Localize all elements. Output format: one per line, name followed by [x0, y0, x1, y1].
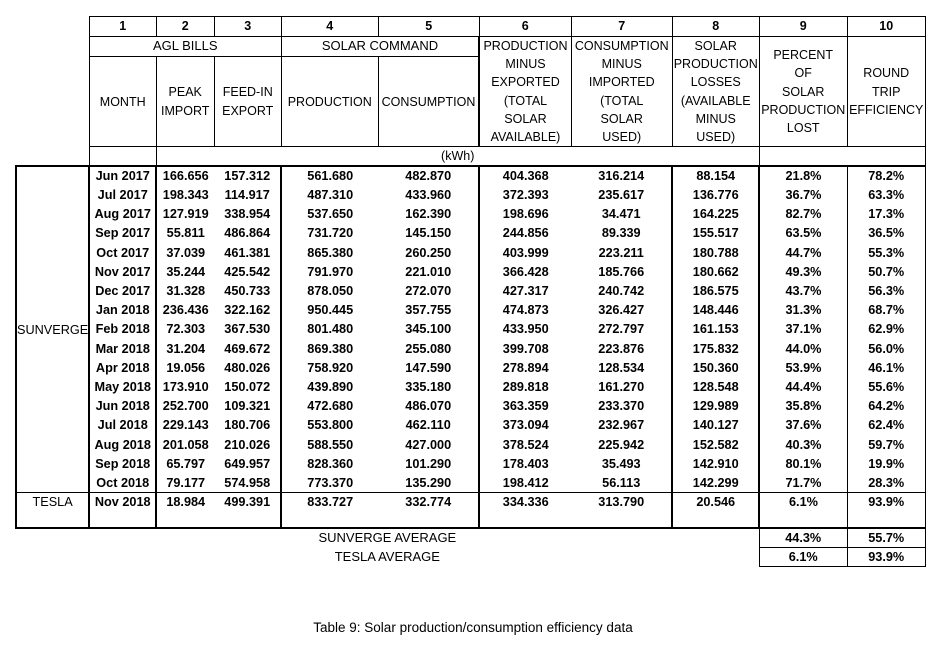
- data-cell-feed_in_export: 499.391: [214, 493, 281, 512]
- data-cell-feed_in_export: 574.958: [214, 473, 281, 492]
- data-cell-consumption: 427.000: [378, 435, 479, 454]
- header-line: SOLAR: [600, 111, 643, 126]
- solar-efficiency-table: [15, 16, 926, 567]
- column-number-1: 1: [89, 17, 156, 37]
- data-cell-production: 731.720: [281, 224, 378, 243]
- data-cell-solar_losses: 142.299: [672, 473, 759, 492]
- data-cell-round_trip: 36.5%: [847, 224, 925, 243]
- data-cell-percent_lost: 49.3%: [759, 262, 847, 281]
- header-line: CONSUMPTION: [574, 39, 669, 53]
- column-number-9: 9: [759, 17, 847, 37]
- data-cell-percent_lost: 44.7%: [759, 243, 847, 262]
- corner-spacer: [16, 37, 89, 57]
- header-line: SOLAR: [694, 39, 737, 53]
- header-line: PERCENT: [773, 48, 834, 63]
- table-row: [16, 166, 925, 185]
- data-cell-round_trip: 62.4%: [847, 416, 925, 435]
- data-cell-prod_minus_exported: 427.317: [479, 282, 571, 301]
- data-cell-percent_lost: 36.7%: [759, 186, 847, 205]
- org-label-sunverge: SUNVERGE: [16, 166, 89, 492]
- data-cell-solar_losses: 186.575: [672, 282, 759, 301]
- data-cell-prod_minus_exported: 334.336: [479, 493, 571, 512]
- month-cell: Mar 2018: [89, 339, 156, 358]
- data-cell-feed_in_export: 450.733: [214, 282, 281, 301]
- month-cell: Jun 2017: [89, 166, 156, 185]
- header-number-row: [16, 17, 925, 37]
- column-number-7: 7: [571, 17, 672, 37]
- header-group-row: [16, 37, 925, 57]
- data-cell-peak_import: 79.177: [156, 473, 214, 492]
- month-cell: Jun 2018: [89, 397, 156, 416]
- data-cell-percent_lost: 37.6%: [759, 416, 847, 435]
- data-cell-prod_minus_exported: 433.950: [479, 320, 571, 339]
- table-row: [16, 301, 925, 320]
- data-cell-prod_minus_exported: 278.894: [479, 358, 571, 377]
- data-cell-peak_import: 127.919: [156, 205, 214, 224]
- data-cell-peak_import: 18.984: [156, 493, 214, 512]
- bottom-blank-org: [16, 512, 89, 528]
- data-cell-feed_in_export: 150.072: [214, 378, 281, 397]
- data-cell-production: 758.920: [281, 358, 378, 377]
- data-cell-production: 828.360: [281, 454, 378, 473]
- table-row: [16, 282, 925, 301]
- column-number-10: 10: [847, 17, 925, 37]
- data-cell-prod_minus_exported: 198.696: [479, 205, 571, 224]
- data-cell-production: 801.480: [281, 320, 378, 339]
- table-row: [16, 378, 925, 397]
- data-cell-cons_minus_imported: 233.370: [571, 397, 672, 416]
- data-cell-production: 773.370: [281, 473, 378, 492]
- header-line: IMPORT: [161, 103, 210, 118]
- data-cell-round_trip: 59.7%: [847, 435, 925, 454]
- data-cell-peak_import: 19.056: [156, 358, 214, 377]
- table-row: [16, 224, 925, 243]
- table-bottom-row: [16, 512, 925, 528]
- data-cell-consumption: 101.290: [378, 454, 479, 473]
- summary-label: TESLA AVERAGE: [16, 548, 759, 567]
- data-cell-cons_minus_imported: 240.742: [571, 282, 672, 301]
- data-cell-feed_in_export: 425.542: [214, 262, 281, 281]
- data-cell-solar_losses: 164.225: [672, 205, 759, 224]
- table-row: [16, 243, 925, 262]
- bottom-blank-cell: [571, 512, 672, 528]
- bottom-blank-cell: [759, 512, 847, 528]
- table-row: [16, 493, 925, 512]
- data-cell-production: 865.380: [281, 243, 378, 262]
- header-line: MONTH: [99, 94, 146, 109]
- data-cell-round_trip: 78.2%: [847, 166, 925, 185]
- data-cell-peak_import: 229.143: [156, 416, 214, 435]
- data-cell-solar_losses: 180.662: [672, 262, 759, 281]
- month-cell: Nov 2018: [89, 493, 156, 512]
- column-header-6: [479, 37, 571, 147]
- month-cell: Aug 2017: [89, 205, 156, 224]
- data-cell-feed_in_export: 210.026: [214, 435, 281, 454]
- bottom-blank-month: [89, 512, 156, 528]
- data-cell-cons_minus_imported: 128.534: [571, 358, 672, 377]
- corner-spacer: [16, 147, 89, 167]
- data-cell-consumption: 482.870: [378, 166, 479, 185]
- header-line: ROUND: [863, 66, 910, 81]
- group-header-solar-command: SOLAR COMMAND: [281, 37, 479, 57]
- data-cell-solar_losses: 20.546: [672, 493, 759, 512]
- table-row: [16, 416, 925, 435]
- data-cell-solar_losses: 129.989: [672, 397, 759, 416]
- data-cell-feed_in_export: 649.957: [214, 454, 281, 473]
- table-row: [16, 205, 925, 224]
- column-number-6: 6: [479, 17, 571, 37]
- data-cell-production: 878.050: [281, 282, 378, 301]
- header-line: PRODUCTION: [483, 39, 568, 53]
- header-line: IMPORTED: [588, 75, 655, 90]
- header-line: AVAILABLE): [490, 130, 561, 145]
- group-header-agl-bills: AGL BILLS: [89, 37, 281, 57]
- table-row: [16, 358, 925, 377]
- data-cell-peak_import: 37.039: [156, 243, 214, 262]
- summary-percent-lost: 44.3%: [759, 528, 847, 548]
- data-cell-round_trip: 46.1%: [847, 358, 925, 377]
- header-line: OF: [794, 66, 812, 81]
- header-line: (AVAILABLE: [680, 93, 751, 108]
- data-cell-round_trip: 19.9%: [847, 454, 925, 473]
- data-cell-solar_losses: 136.776: [672, 186, 759, 205]
- data-cell-prod_minus_exported: 403.999: [479, 243, 571, 262]
- data-cell-solar_losses: 148.446: [672, 301, 759, 320]
- header-line: FEED-IN: [222, 85, 273, 100]
- column-header-7: [571, 37, 672, 147]
- data-cell-prod_minus_exported: 372.393: [479, 186, 571, 205]
- data-cell-consumption: 433.960: [378, 186, 479, 205]
- data-cell-cons_minus_imported: 185.766: [571, 262, 672, 281]
- data-cell-production: 950.445: [281, 301, 378, 320]
- data-cell-prod_minus_exported: 178.403: [479, 454, 571, 473]
- data-cell-production: 472.680: [281, 397, 378, 416]
- header-line: PRODUCTION: [673, 57, 758, 72]
- units-blank-right: [759, 147, 925, 167]
- header-line: LOST: [786, 120, 820, 135]
- data-cell-solar_losses: 175.832: [672, 339, 759, 358]
- header-line: MINUS: [601, 57, 642, 72]
- column-number-2: 2: [156, 17, 214, 37]
- data-cell-solar_losses: 180.788: [672, 243, 759, 262]
- month-cell: Nov 2017: [89, 262, 156, 281]
- data-cell-consumption: 272.070: [378, 282, 479, 301]
- header-line: USED): [696, 130, 736, 145]
- data-cell-round_trip: 50.7%: [847, 262, 925, 281]
- data-cell-consumption: 462.110: [378, 416, 479, 435]
- header-line: EXPORT: [222, 103, 274, 118]
- table-row: [16, 473, 925, 492]
- data-cell-round_trip: 56.0%: [847, 339, 925, 358]
- data-cell-peak_import: 201.058: [156, 435, 214, 454]
- header-line: SOLAR: [504, 111, 547, 126]
- data-cell-peak_import: 35.244: [156, 262, 214, 281]
- table-row: [16, 262, 925, 281]
- units-label: (kWh): [156, 147, 759, 167]
- column-header-10: [847, 37, 925, 147]
- data-cell-production: 439.890: [281, 378, 378, 397]
- data-cell-round_trip: 63.3%: [847, 186, 925, 205]
- data-cell-percent_lost: 82.7%: [759, 205, 847, 224]
- header-line: USED): [602, 130, 642, 145]
- data-cell-prod_minus_exported: 363.359: [479, 397, 571, 416]
- column-header-5: [378, 57, 479, 147]
- data-cell-round_trip: 56.3%: [847, 282, 925, 301]
- data-cell-feed_in_export: 461.381: [214, 243, 281, 262]
- data-cell-feed_in_export: 180.706: [214, 416, 281, 435]
- header-line: PRODUCTION: [287, 94, 372, 109]
- data-cell-prod_minus_exported: 404.368: [479, 166, 571, 185]
- header-line: EFFICIENCY: [849, 102, 924, 117]
- data-cell-feed_in_export: 114.917: [214, 186, 281, 205]
- data-cell-production: 791.970: [281, 262, 378, 281]
- data-cell-solar_losses: 88.154: [672, 166, 759, 185]
- table-row: [16, 320, 925, 339]
- column-number-4: 4: [281, 17, 378, 37]
- data-cell-production: 869.380: [281, 339, 378, 358]
- column-header-3: [214, 57, 281, 147]
- table-row: [16, 397, 925, 416]
- header-line: LOSSES: [690, 75, 741, 90]
- header-line: CONSUMPTION: [381, 94, 476, 109]
- bottom-blank-cell: [378, 512, 479, 528]
- data-cell-feed_in_export: 486.864: [214, 224, 281, 243]
- data-cell-prod_minus_exported: 474.873: [479, 301, 571, 320]
- data-cell-round_trip: 93.9%: [847, 493, 925, 512]
- column-header-4: [281, 57, 378, 147]
- data-cell-round_trip: 64.2%: [847, 397, 925, 416]
- summary-round-trip: 55.7%: [847, 528, 925, 548]
- data-cell-consumption: 145.150: [378, 224, 479, 243]
- data-cell-consumption: 147.590: [378, 358, 479, 377]
- data-cell-peak_import: 173.910: [156, 378, 214, 397]
- header-line: MINUS: [505, 57, 546, 72]
- corner-spacer: [16, 17, 89, 37]
- data-cell-cons_minus_imported: 232.967: [571, 416, 672, 435]
- month-cell: Dec 2017: [89, 282, 156, 301]
- data-cell-prod_minus_exported: 289.818: [479, 378, 571, 397]
- month-cell: Sep 2018: [89, 454, 156, 473]
- data-cell-cons_minus_imported: 272.797: [571, 320, 672, 339]
- data-cell-cons_minus_imported: 35.493: [571, 454, 672, 473]
- data-cell-feed_in_export: 480.026: [214, 358, 281, 377]
- month-cell: Oct 2018: [89, 473, 156, 492]
- header-line: PRODUCTION: [761, 102, 846, 117]
- column-number-5: 5: [378, 17, 479, 37]
- bottom-blank-cell: [214, 512, 281, 528]
- data-cell-feed_in_export: 338.954: [214, 205, 281, 224]
- data-cell-production: 588.550: [281, 435, 378, 454]
- data-cell-prod_minus_exported: 244.856: [479, 224, 571, 243]
- column-number-8: 8: [672, 17, 759, 37]
- data-cell-cons_minus_imported: 223.211: [571, 243, 672, 262]
- corner-spacer: [16, 57, 89, 147]
- bottom-blank-cell: [847, 512, 925, 528]
- column-header-8: [672, 37, 759, 147]
- data-cell-prod_minus_exported: 373.094: [479, 416, 571, 435]
- data-cell-percent_lost: 63.5%: [759, 224, 847, 243]
- data-cell-round_trip: 17.3%: [847, 205, 925, 224]
- data-cell-solar_losses: 140.127: [672, 416, 759, 435]
- data-cell-cons_minus_imported: 89.339: [571, 224, 672, 243]
- bottom-blank-cell: [672, 512, 759, 528]
- table-caption: Table 9: Solar production/consumption efficiency data: [313, 620, 633, 635]
- column-header-2: [156, 57, 214, 147]
- data-cell-percent_lost: 80.1%: [759, 454, 847, 473]
- data-cell-percent_lost: 53.9%: [759, 358, 847, 377]
- data-cell-solar_losses: 161.153: [672, 320, 759, 339]
- month-cell: May 2018: [89, 378, 156, 397]
- data-cell-consumption: 486.070: [378, 397, 479, 416]
- data-cell-feed_in_export: 322.162: [214, 301, 281, 320]
- data-cell-consumption: 162.390: [378, 205, 479, 224]
- data-cell-solar_losses: 142.910: [672, 454, 759, 473]
- data-cell-solar_losses: 128.548: [672, 378, 759, 397]
- data-cell-prod_minus_exported: 378.524: [479, 435, 571, 454]
- data-cell-consumption: 135.290: [378, 473, 479, 492]
- month-cell: Aug 2018: [89, 435, 156, 454]
- data-cell-consumption: 335.180: [378, 378, 479, 397]
- header-line: SOLAR: [782, 84, 825, 99]
- data-cell-percent_lost: 6.1%: [759, 493, 847, 512]
- data-cell-consumption: 357.755: [378, 301, 479, 320]
- data-cell-solar_losses: 155.517: [672, 224, 759, 243]
- month-cell: Feb 2018: [89, 320, 156, 339]
- data-cell-solar_losses: 152.582: [672, 435, 759, 454]
- data-cell-percent_lost: 31.3%: [759, 301, 847, 320]
- month-cell: Oct 2017: [89, 243, 156, 262]
- header-line: (TOTAL: [503, 93, 548, 108]
- data-cell-production: 537.650: [281, 205, 378, 224]
- data-cell-cons_minus_imported: 313.790: [571, 493, 672, 512]
- data-cell-cons_minus_imported: 161.270: [571, 378, 672, 397]
- data-cell-prod_minus_exported: 198.412: [479, 473, 571, 492]
- month-cell: Jul 2018: [89, 416, 156, 435]
- data-cell-percent_lost: 40.3%: [759, 435, 847, 454]
- data-cell-peak_import: 72.303: [156, 320, 214, 339]
- data-cell-percent_lost: 44.0%: [759, 339, 847, 358]
- column-header-1: [89, 57, 156, 147]
- data-cell-round_trip: 28.3%: [847, 473, 925, 492]
- bottom-blank-cell: [281, 512, 378, 528]
- header-line: MINUS: [695, 111, 736, 126]
- table-row: [16, 454, 925, 473]
- month-cell: Sep 2017: [89, 224, 156, 243]
- month-cell: Jul 2017: [89, 186, 156, 205]
- data-cell-percent_lost: 71.7%: [759, 473, 847, 492]
- data-cell-peak_import: 65.797: [156, 454, 214, 473]
- data-cell-prod_minus_exported: 366.428: [479, 262, 571, 281]
- month-cell: Apr 2018: [89, 358, 156, 377]
- data-cell-feed_in_export: 157.312: [214, 166, 281, 185]
- data-cell-production: 487.310: [281, 186, 378, 205]
- table-row: [16, 435, 925, 454]
- data-cell-feed_in_export: 109.321: [214, 397, 281, 416]
- header-line: PEAK: [168, 85, 202, 100]
- data-cell-consumption: 255.080: [378, 339, 479, 358]
- data-cell-cons_minus_imported: 235.617: [571, 186, 672, 205]
- data-cell-peak_import: 55.811: [156, 224, 214, 243]
- data-cell-production: 561.680: [281, 166, 378, 185]
- data-cell-round_trip: 62.9%: [847, 320, 925, 339]
- data-cell-consumption: 260.250: [378, 243, 479, 262]
- data-cell-peak_import: 252.700: [156, 397, 214, 416]
- data-cell-prod_minus_exported: 399.708: [479, 339, 571, 358]
- table-row: [16, 186, 925, 205]
- column-number-3: 3: [214, 17, 281, 37]
- data-cell-percent_lost: 35.8%: [759, 397, 847, 416]
- summary-round-trip: 93.9%: [847, 548, 925, 567]
- data-cell-peak_import: 236.436: [156, 301, 214, 320]
- data-cell-round_trip: 55.6%: [847, 378, 925, 397]
- summary-percent-lost: 6.1%: [759, 548, 847, 567]
- data-cell-cons_minus_imported: 316.214: [571, 166, 672, 185]
- data-cell-percent_lost: 44.4%: [759, 378, 847, 397]
- data-cell-production: 553.800: [281, 416, 378, 435]
- data-cell-cons_minus_imported: 225.942: [571, 435, 672, 454]
- units-month-blank: [89, 147, 156, 167]
- header-line: EXPORTED: [491, 75, 560, 90]
- data-cell-percent_lost: 43.7%: [759, 282, 847, 301]
- data-cell-cons_minus_imported: 56.113: [571, 473, 672, 492]
- data-cell-consumption: 332.774: [378, 493, 479, 512]
- org-label-tesla: TESLA: [16, 493, 89, 512]
- data-cell-peak_import: 31.328: [156, 282, 214, 301]
- data-cell-consumption: 221.010: [378, 262, 479, 281]
- data-cell-percent_lost: 37.1%: [759, 320, 847, 339]
- bottom-blank-cell: [479, 512, 571, 528]
- data-cell-round_trip: 55.3%: [847, 243, 925, 262]
- summary-label: SUNVERGE AVERAGE: [16, 528, 759, 548]
- data-cell-production: 833.727: [281, 493, 378, 512]
- header-line: TRIP: [871, 84, 901, 99]
- summary-row: [16, 528, 925, 548]
- data-cell-percent_lost: 21.8%: [759, 166, 847, 185]
- data-cell-peak_import: 198.343: [156, 186, 214, 205]
- summary-row: [16, 548, 925, 567]
- table-row: [16, 339, 925, 358]
- data-cell-round_trip: 68.7%: [847, 301, 925, 320]
- data-cell-feed_in_export: 469.672: [214, 339, 281, 358]
- data-cell-consumption: 345.100: [378, 320, 479, 339]
- units-row: [16, 147, 925, 167]
- data-cell-feed_in_export: 367.530: [214, 320, 281, 339]
- data-cell-cons_minus_imported: 326.427: [571, 301, 672, 320]
- data-cell-solar_losses: 150.360: [672, 358, 759, 377]
- column-header-9: [759, 37, 847, 147]
- bottom-blank-cell: [156, 512, 214, 528]
- header-line: (TOTAL: [600, 93, 644, 108]
- data-cell-cons_minus_imported: 34.471: [571, 205, 672, 224]
- data-cell-cons_minus_imported: 223.876: [571, 339, 672, 358]
- data-cell-peak_import: 166.656: [156, 166, 214, 185]
- data-cell-peak_import: 31.204: [156, 339, 214, 358]
- month-cell: Jan 2018: [89, 301, 156, 320]
